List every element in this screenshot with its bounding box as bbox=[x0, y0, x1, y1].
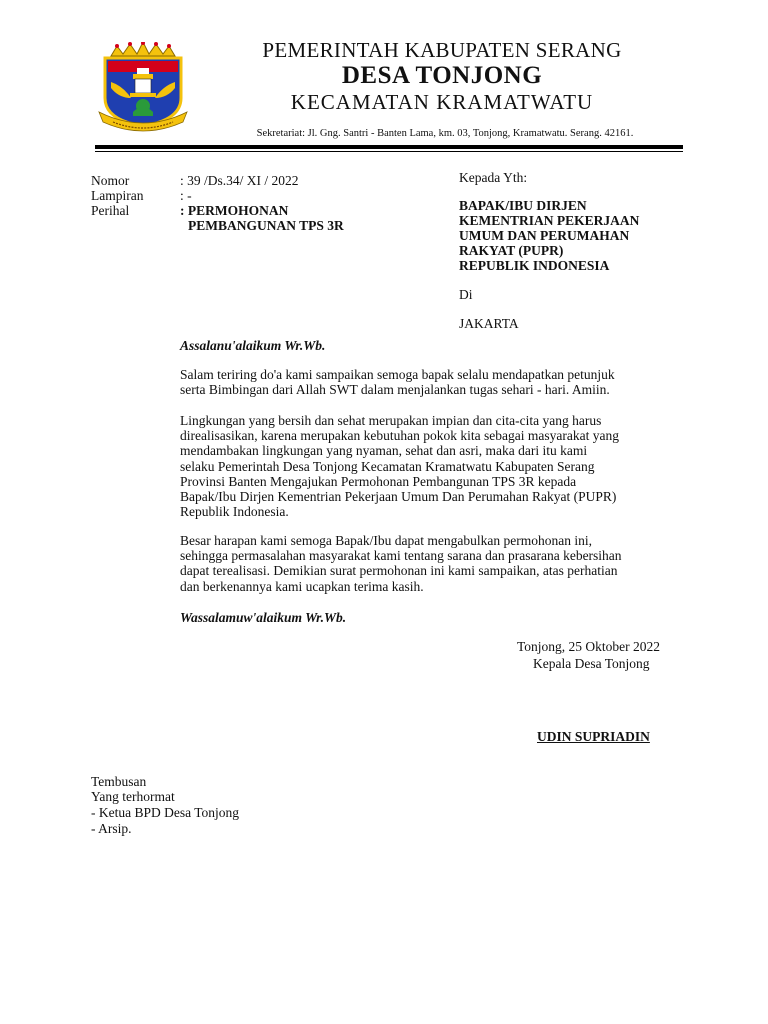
recipient-line: UMUM DAN PERUMAHAN bbox=[459, 228, 630, 243]
opening-greeting: Assalanu'alaikum Wr.Wb. bbox=[180, 338, 326, 353]
paragraph-line: dapat terealisasi. Demikian surat permohonan ini kami sampaikan, atas perhatian bbox=[180, 563, 618, 579]
paragraph-line: Provinsi Banten Mengajukan Permohonan Pembangunan TPS 3R kepada bbox=[180, 473, 577, 489]
cc-item: - Ketua BPD Desa Tonjong bbox=[91, 805, 240, 820]
recipient-line: BAPAK/IBU DIRJEN bbox=[459, 198, 587, 213]
recipient-line: KEMENTRIAN PEKERJAAN bbox=[459, 213, 640, 228]
paragraph-line: sehingga permasalahan masyarakat kami tentang sarana dan prasarana kebersihan bbox=[180, 548, 622, 564]
recipient-city: JAKARTA bbox=[459, 316, 519, 331]
cc-subtitle: Yang terhormat bbox=[91, 789, 175, 804]
signature-place-date: Tonjong, 25 Oktober 2022 bbox=[517, 639, 661, 654]
cc-title: Tembusan bbox=[91, 774, 147, 789]
recipient-di: Di bbox=[459, 287, 473, 302]
recipient-line: RAKYAT (PUPR) bbox=[459, 243, 564, 258]
letterhead-district: KECAMATAN KRAMATWATU bbox=[290, 90, 594, 114]
letterhead-address: Sekretariat: Jl. Gng. Santri - Banten Lama, km. 03, Tonjong, Kramatwatu. Serang. 42161. bbox=[256, 128, 634, 139]
paragraph-line: dan berkenannya kami ucapkan terima kasih. bbox=[180, 578, 424, 594]
paragraph-line: Salam teriring do'a kami sampaikan semoga bapak selalu mendapatkan petunjuk bbox=[180, 367, 615, 382]
paragraph-1 bbox=[180, 367, 678, 397]
nomor-label: Nomor bbox=[91, 173, 130, 188]
paragraph-line: Lingkungan yang bersih dan sehat merupakan impian dan cita-cita yang harus bbox=[180, 413, 602, 428]
closing-greeting: Wassalamuw'alaikum Wr.Wb. bbox=[180, 610, 347, 625]
paragraph-line: Republik Indonesia. bbox=[180, 504, 289, 520]
paragraph-2 bbox=[180, 413, 678, 519]
perihal-value-line2: PEMBANGUNAN TPS 3R bbox=[188, 218, 344, 233]
letterhead-village: DESA TONJONG bbox=[341, 62, 543, 89]
paragraph-line: mendambakan lingkungan yang nyaman, sehat dan asri, maka dari itu kami bbox=[180, 443, 588, 459]
paragraph-line: direalisasikan, karena merupakan kebutuhan pokok kita sebagai masyarakat yang bbox=[180, 428, 619, 444]
signer-name: UDIN SUPRIADIN bbox=[537, 729, 650, 744]
paragraph-line: selaku Pemerintah Desa Tonjong Kecamatan Kramatwatu Kabupaten Serang bbox=[180, 458, 595, 474]
regency-emblem-logo bbox=[97, 42, 189, 132]
letterhead-divider-thin bbox=[95, 151, 683, 152]
lampiran-label: Lampiran bbox=[91, 188, 144, 203]
letterhead-divider-thick bbox=[95, 145, 683, 149]
recipient-line: REPUBLIK INDONESIA bbox=[459, 258, 610, 273]
paragraph-line: serta Bimbingan dari Allah SWT dalam menjalankan tugas sehari - hari. Amiin. bbox=[180, 382, 610, 398]
perihal-value: : PERMOHONAN bbox=[180, 203, 289, 218]
nomor-value: : 39 /Ds.34/ XI / 2022 bbox=[180, 173, 299, 188]
paragraph-line: Besar harapan kami semoga Bapak/Ibu dapat mengabulkan permohonan ini, bbox=[180, 533, 592, 548]
perihal-label: Perihal bbox=[91, 203, 130, 218]
letterhead-government: PEMERINTAH KABUPATEN SERANG bbox=[262, 38, 622, 62]
cc-item: - Arsip. bbox=[91, 821, 132, 836]
lampiran-value: : - bbox=[180, 188, 192, 203]
signature-position: Kepala Desa Tonjong bbox=[533, 656, 650, 671]
paragraph-line: Bapak/Ibu Dirjen Kementrian Pekerjaan Umum Dan Perumahan Rakyat (PUPR) bbox=[180, 489, 617, 505]
paragraph-3 bbox=[180, 533, 678, 594]
recipient-greeting: Kepada Yth: bbox=[459, 170, 528, 185]
